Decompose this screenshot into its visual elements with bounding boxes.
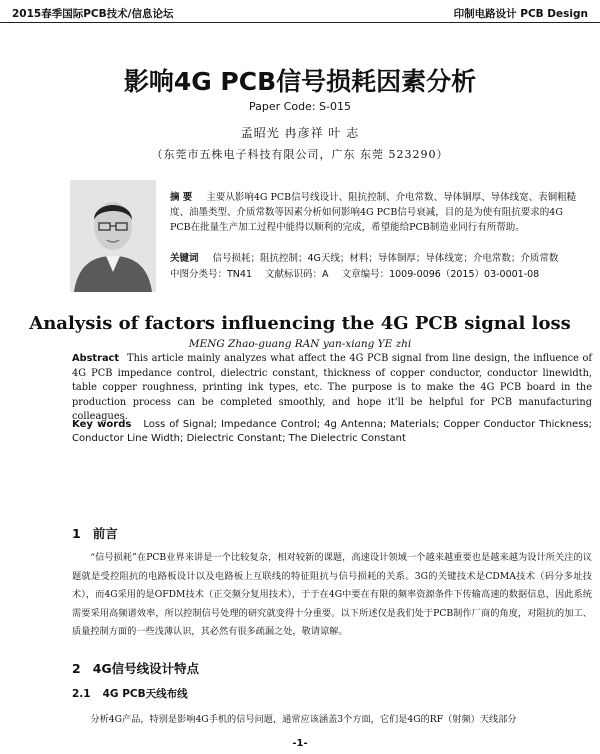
section-2-heading xyxy=(72,659,199,677)
paper-code: Paper Code: S-015 xyxy=(249,100,351,113)
header-right: 印制电路设计 PCB Design xyxy=(453,8,588,20)
abstract-zh xyxy=(170,190,580,235)
abstract-en xyxy=(72,352,592,425)
section-2-number: 2 xyxy=(72,661,81,676)
keywords-en xyxy=(72,418,592,446)
authors: 孟昭光 冉彦祥 叶 志 xyxy=(240,126,360,140)
doc-code: 文献标识码：A xyxy=(265,269,329,280)
article-number: 文章编号：1009-0096（2015）03-0001-08 xyxy=(341,269,540,280)
page-number: -1- xyxy=(292,738,308,749)
author-photo xyxy=(70,180,156,292)
affiliation: （东莞市五株电子科技有限公司，广东 东莞 523290） xyxy=(151,148,449,161)
keywords-en-label: Key words xyxy=(72,419,132,430)
abstract-en-text: This article mainly analyzes what affect the 4G PCB signal from line design, the influence of 4G PCB impedance control, dielectric constant, thickness of copper conductor, conductor linewidth, table copper roughness, printing ink types, etc. The purpose is to make the 4G PCB board in the production process can be completed smoothly, and hope it'll be helpful for PCB manufacturing colleagues. xyxy=(72,353,592,422)
section-1-title: 前言 xyxy=(92,526,118,541)
keywords-zh xyxy=(170,250,590,264)
abstract-zh-label: 摘 要 xyxy=(170,192,193,203)
section-2-title: 4G信号线设计特点 xyxy=(92,661,200,676)
section-1-number: 1 xyxy=(72,526,81,541)
abstract-en-label: Abstract xyxy=(72,353,120,364)
section-2-1-body: 分析4G产品，特别是影响4G手机的信号问题，通常应该涵盖3个方面，它们是4G的RF（射频）天线部分 xyxy=(90,714,517,725)
running-header xyxy=(0,0,600,24)
section-1-heading xyxy=(72,524,118,542)
header-left: 2015春季国际PCB技术/信息论坛 xyxy=(12,8,174,20)
clc-number: 中图分类号：TN41 xyxy=(170,269,252,280)
header-rule xyxy=(0,22,600,23)
section-2-1-heading xyxy=(72,686,188,701)
abstract-zh-text: 主要从影响4G PCB信号线设计、阻抗控制、介电常数、导体铜厚、导体线宽、表铜粗糙度、油墨类型、介质常数等因素分析如何影响4G PCB信号衰减，目的是为使有阻抗要求的4G PCB在批量生产加工过程中能得以顺利的完成，希望能给PCB制造业同行有所帮助。 xyxy=(170,192,577,233)
paper-title: 影响4G PCB信号损耗因素分析 xyxy=(123,67,477,96)
section-2-1-number: 2.1 xyxy=(72,688,91,700)
keywords-en-text: Loss of Signal; Impedance Control; 4g Antenna; Materials; Copper Conductor Thickness; Conductor Line Width; Dielectric Constant; The Dielectric Constant xyxy=(72,419,592,444)
section-2-1-title: 4G PCB天线布线 xyxy=(102,688,188,700)
keywords-zh-label: 关键词 xyxy=(170,253,199,264)
english-authors: MENG Zhao-guang RAN yan-xiang YE zhi xyxy=(188,338,412,350)
keywords-zh-text: 信号损耗；阻抗控制；4G天线；材料；导体铜厚；导体线宽；介电常数；介质常数 xyxy=(212,253,559,264)
english-title: Analysis of factors influencing the 4G PCB signal loss xyxy=(29,313,571,334)
classification xyxy=(170,266,590,280)
section-1-body: “信号损耗”在PCB业界来讲是一个比较复杂，相对较新的课题，高速设计领域一个越来越重要也是越来越为设计所关注的议题就是受控阻抗的电路板设计以及电路板上互联线的特征阻抗与信号损耗的关系。3G的关键技术是CDMA技术（码分多址技术），而4G采用的是OFDM技术（正交频分复用技术），于于在4G中要在有限的频率资源条件下传输高速的数据信息，因此系统需要采用高频谱效率，所以控制信号处理的研究就变得十分重要。以下所述仅是我们处于PCB制作厂商的角度，对阻抗的加工、质量控制方面的一些浅薄认识，其必然有很多疏漏之处，敬请谅解。 xyxy=(72,552,592,637)
